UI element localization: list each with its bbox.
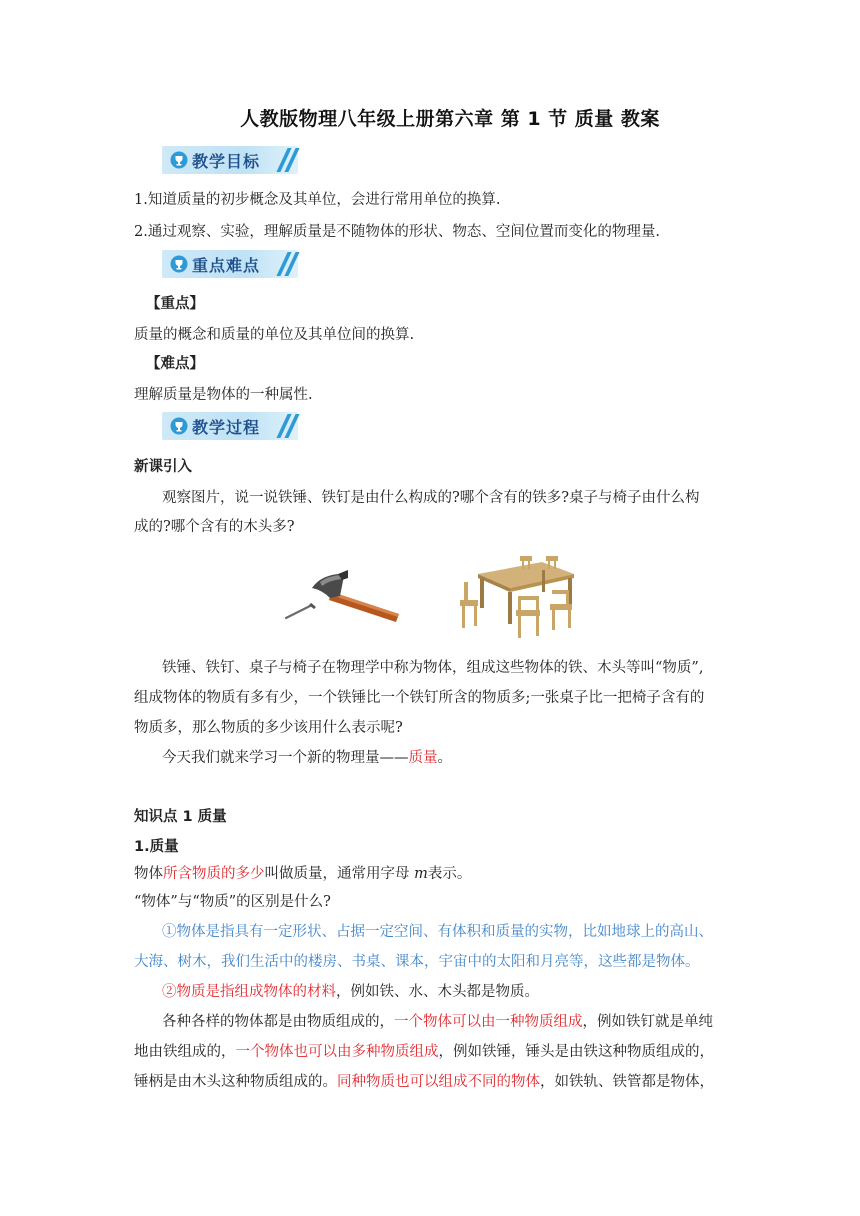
substance-definition: [162, 980, 539, 1001]
text-span: ，如铁轨、铁管都是物体，: [540, 1074, 714, 1090]
table-chairs-image: [458, 552, 582, 640]
goal-1: 1.知道质量的初步概念及其单位，会进行常用单位的换算.: [134, 192, 501, 208]
section-banner-process: [162, 412, 298, 440]
blue-text-line-2: 大海、树木，我们生活中的楼房、书桌、课本，宇宙中的太阳和月亮等，这些都是物体。: [134, 954, 700, 970]
text-span: 今天我们就来学习一个新的物理量——: [162, 750, 409, 766]
trophy-icon: [170, 417, 188, 435]
highlight-span: 所含物质的多少: [163, 866, 265, 882]
para-composition-line-1: [162, 1010, 713, 1031]
trophy-icon: [170, 255, 188, 273]
text-span: 锤柄是由木头这种物质组成的。: [134, 1074, 337, 1090]
text-span: 表示。: [427, 866, 472, 882]
intro-question-line-1: 观察图片，说一说铁锤、铁钉是由什么构成的?哪个含有的铁多?桌子与椅子由什么构: [162, 490, 700, 506]
para-composition-line-2: [134, 1040, 714, 1061]
text-span: 叫做质量，通常用字母: [264, 866, 415, 882]
text-span: 地由铁组成的，: [134, 1044, 236, 1060]
banner-label: 教学目标: [192, 152, 261, 171]
highlight-span: 同种物质也可以组成不同的物体: [337, 1074, 540, 1090]
knowledge-point-heading: 知识点 1 质量: [134, 809, 227, 825]
text-span: 各种各样的物体都是由物质组成的，: [162, 1014, 394, 1030]
para-objects-line-2: 组成物体的物质有多有少，一个铁锤比一个铁钉所含的物质多;一张桌子比一把椅子含有的: [134, 690, 705, 706]
text-span: 。: [437, 750, 452, 766]
para-objects-line-1: 铁锤、铁钉、桌子与椅子在物理学中称为物体，组成这些物体的铁、木头等叫“物质”,: [162, 660, 704, 676]
subheading-mass: 1.质量: [134, 839, 179, 855]
mass-definition: [134, 862, 471, 883]
question-object-vs-substance: “物体”与“物质”的区别是什么?: [134, 894, 331, 910]
highlight-mass: 质量: [408, 750, 438, 766]
intro-question-line-2: 成的?哪个含有的木头多?: [134, 519, 295, 535]
para-objects-line-3: 物质多，那么物质的多少该用什么表示呢?: [134, 720, 403, 736]
hammer-nail-image: [282, 568, 406, 624]
key-label-zhongdian: 【重点】: [146, 296, 204, 312]
goal-2: 2.通过观察、实验，理解质量是不随物体的形状、物态、空间位置而变化的物理量.: [134, 224, 660, 240]
section-banner-goals: [162, 146, 298, 174]
text-span: ，例如铁钉就是单纯: [582, 1014, 713, 1030]
blue-text-line-1: ①物体是指具有一定形状、占据一定空间、有体积和质量的实物，比如地球上的高山、: [162, 924, 713, 940]
highlight-span: ②物质是指组成物体的材料: [162, 984, 336, 1000]
key-label-nandian: 【难点】: [146, 356, 204, 372]
symbol-m: m: [414, 866, 428, 882]
key-text-zhongdian: 质量的概念和质量的单位及其单位间的换算.: [134, 327, 415, 343]
key-text-nandian: 理解质量是物体的一种属性.: [134, 387, 313, 403]
intro-heading: 新课引入: [134, 459, 192, 475]
section-banner-keypoints: [162, 250, 298, 278]
page-title: 人教版物理八年级上册第六章 第 1 节 质量 教案: [240, 108, 660, 130]
text-span: 物体: [134, 866, 163, 882]
para-composition-line-3: [134, 1070, 714, 1091]
highlight-span: 一个物体可以由一种物质组成: [394, 1014, 583, 1030]
banner-label: 重点难点: [192, 256, 261, 275]
text-span: ，例如铁、水、木头都是物质。: [336, 984, 539, 1000]
text-span: ，例如铁锤，锤头是由铁这种物质组成的，: [438, 1044, 714, 1060]
para-today: [162, 746, 452, 767]
highlight-span: 一个物体也可以由多种物质组成: [235, 1044, 439, 1060]
banner-label: 教学过程: [192, 418, 261, 437]
trophy-icon: [170, 151, 188, 169]
